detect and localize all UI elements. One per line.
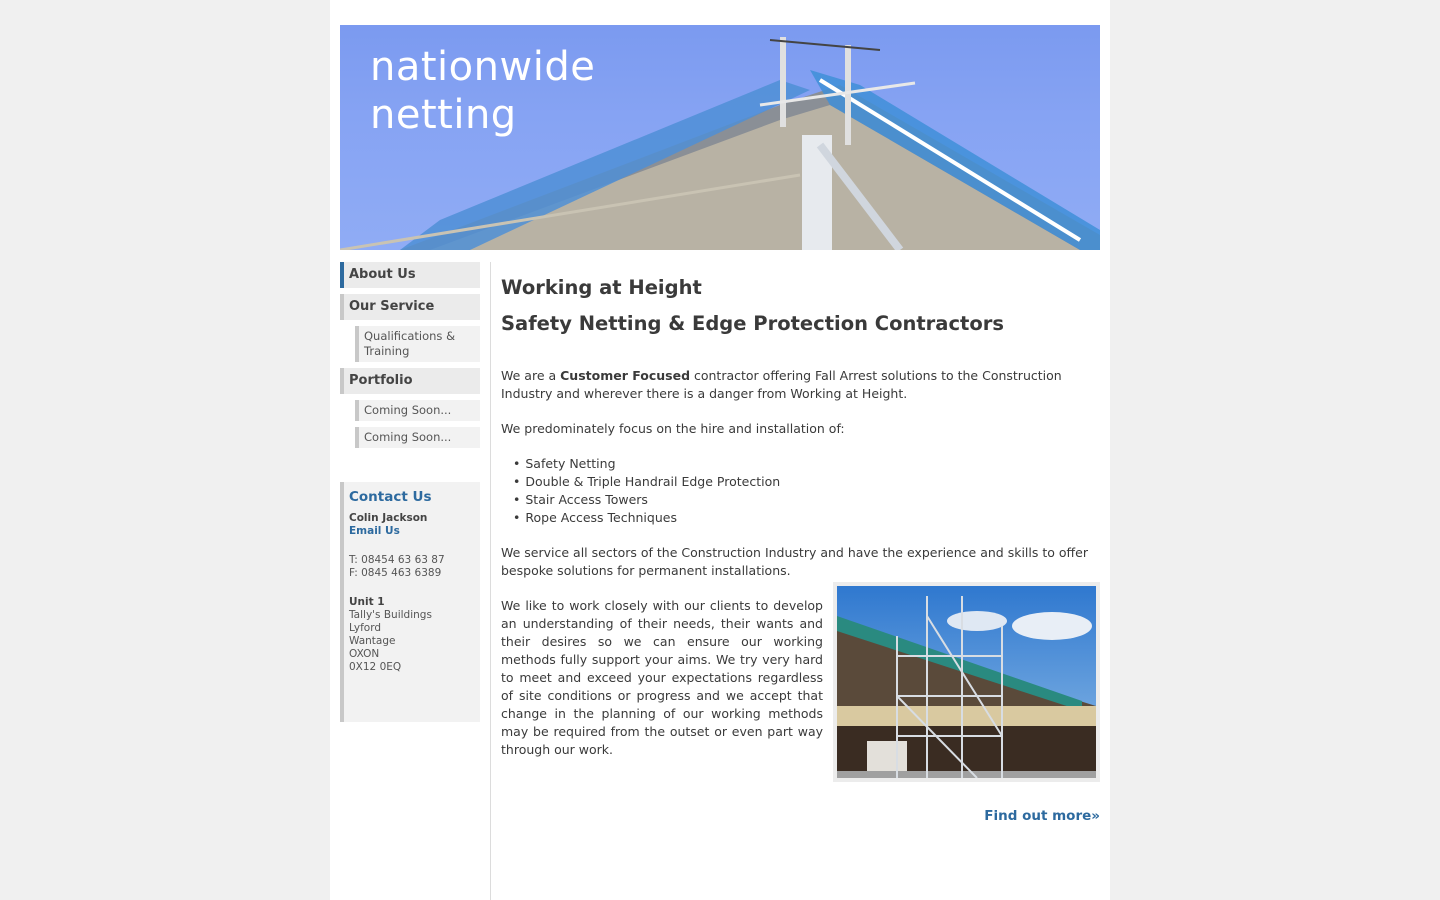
sidebar-subitem-qualifications[interactable]: Qualifications & Training <box>355 326 480 362</box>
contact-box <box>340 482 480 722</box>
intro-paragraph: We are a Customer Focused contractor offering Fall Arrest solutions to the Construction Industry and wherever there is a danger from Working at Height. <box>501 368 1062 401</box>
list-item: • Stair Access Towers <box>513 491 1100 509</box>
page-container <box>330 0 1110 900</box>
sidebar-subitem-coming-soon-2[interactable]: Coming Soon... <box>355 427 480 448</box>
address-line: Unit 1 <box>349 596 385 608</box>
find-out-more-link[interactable]: Find out more» <box>984 808 1100 824</box>
header-banner <box>340 25 1100 250</box>
list-item: • Safety Netting <box>513 455 1100 473</box>
contact-title: Contact Us <box>349 489 432 505</box>
sidebar-nav <box>340 262 480 454</box>
column-divider <box>490 262 491 900</box>
address-line: Lyford <box>349 622 382 634</box>
sidebar-subitem-coming-soon-1[interactable]: Coming Soon... <box>355 400 480 421</box>
page-subtitle: Safety Netting & Edge Protection Contractors <box>501 312 1004 335</box>
sidebar-item-our-service[interactable]: Our Service <box>340 294 480 320</box>
list-item: • Rope Access Techniques <box>513 509 1100 527</box>
address-line: Tally's Buildings <box>349 609 432 621</box>
clients-paragraph: We like to work closely with our clients to develop an understanding of their needs, their wants and their desires so we can ensure our working methods fully support your aims. We try very hard to meet and exceed your expectations regardless of site conditions or progress and we accept that change in the planning of our working methods may be required from the outset or even part way through our work. <box>501 598 823 757</box>
contact-name: Colin Jackson <box>349 512 428 524</box>
sidebar-item-about-us[interactable]: About Us <box>340 262 480 288</box>
contact-phone: T: 08454 63 63 87 <box>349 554 445 566</box>
address-line: 0X12 0EQ <box>349 661 402 673</box>
contact-fax: F: 0845 463 6389 <box>349 567 442 579</box>
sidebar-item-portfolio[interactable]: Portfolio <box>340 368 480 394</box>
scaffold-tower-photo <box>833 582 1100 782</box>
sectors-paragraph: We service all sectors of the Construction Industry and have the experience and skills to offer bespoke solutions for permanent installations. <box>501 545 1088 578</box>
address-line: OXON <box>349 648 380 660</box>
logo-line-1: nationwide <box>370 44 596 90</box>
logo-line-2: netting <box>370 92 517 138</box>
focus-paragraph: We predominately focus on the hire and installation of: <box>501 421 845 436</box>
services-list <box>513 455 1100 527</box>
main-content <box>501 275 1100 788</box>
address-line: Wantage <box>349 635 396 647</box>
page-title: Working at Height <box>501 276 702 299</box>
email-us-link[interactable]: Email Us <box>349 525 400 537</box>
list-item: • Double & Triple Handrail Edge Protection <box>513 473 1100 491</box>
